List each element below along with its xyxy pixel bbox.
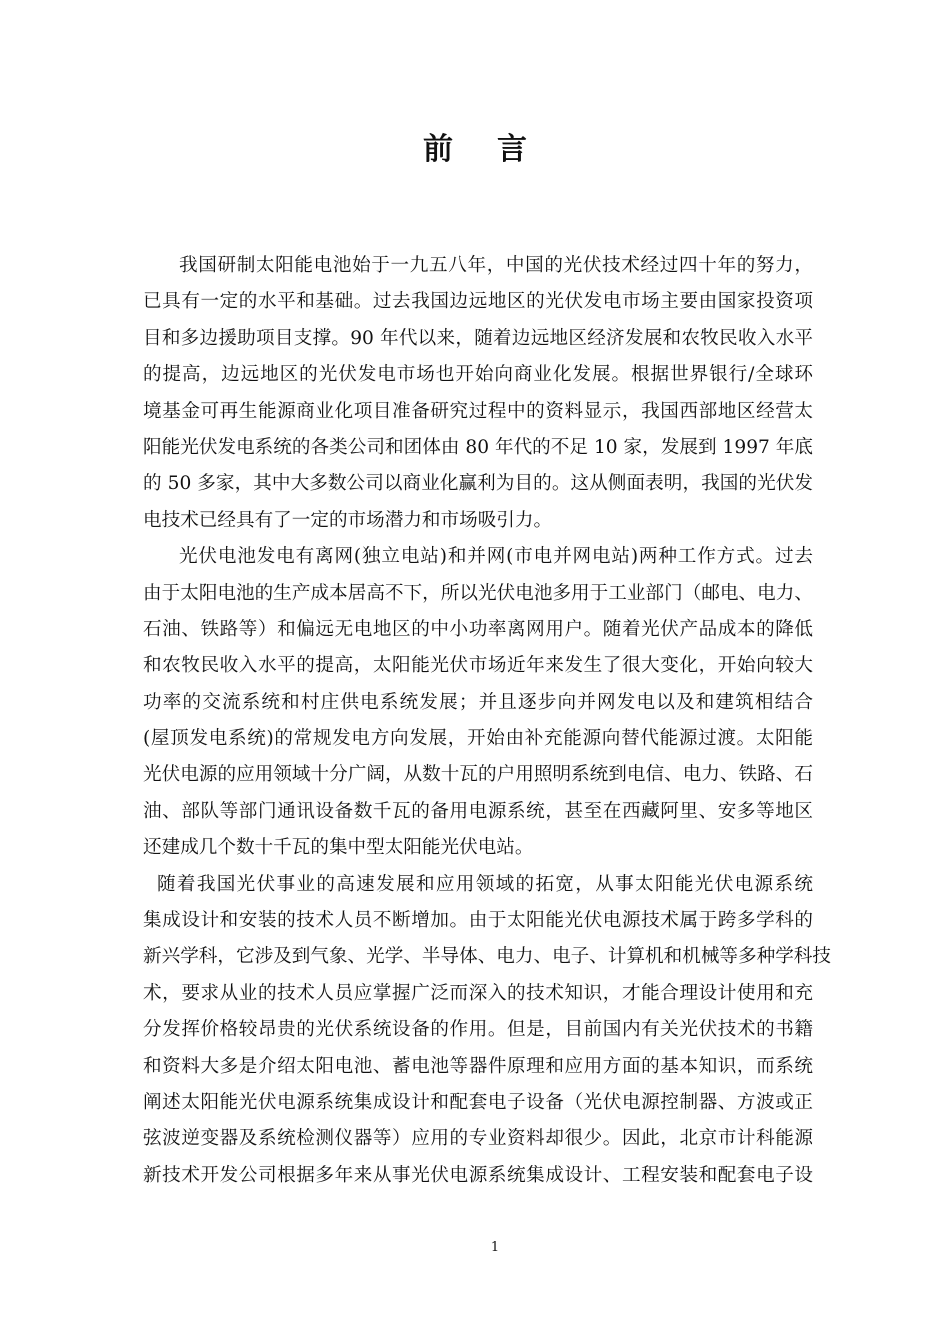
text-line: 还建成几个数十千瓦的集中型太阳能光伏电站。 [143, 837, 534, 859]
paragraph-1 [143, 248, 813, 539]
paragraph-3 [143, 867, 831, 1195]
text-line: 术，要求从业的技术人员应掌握广泛而深入的技术知识，才能合理设计使用和充 [143, 982, 813, 1004]
title-char-2: 言 [497, 132, 527, 167]
text-line: 新兴学科，它涉及到气象、光学、半导体、电力、电子、计算机和机械等多种学科技 [143, 946, 831, 968]
text-line: 集成设计和安装的技术人员不断增加。由于太阳能光伏电源技术属于跨多学科的 [143, 910, 813, 932]
text-line: 电技术已经具有了一定的市场潜力和市场吸引力。 [143, 509, 553, 531]
page-title [0, 128, 950, 172]
text-line: 随着我国光伏事业的高速发展和应用领域的拓宽，从事太阳能光伏电源系统 [157, 873, 813, 895]
text-line: 的提高，边远地区的光伏发电市场也开始向商业化发展。根据世界银行/全球环 [143, 364, 813, 386]
text-line: 由于太阳电池的生产成本居高不下，所以光伏电池多用于工业部门（邮电、电力、 [143, 582, 813, 604]
text-line: 的 50 多家，其中大多数公司以商业化赢利为目的。这从侧面表明，我国的光伏发 [143, 473, 813, 495]
text-line: 境基金可再生能源商业化项目准备研究过程中的资料显示，我国西部地区经营太 [143, 400, 813, 422]
text-line: 目和多边援助项目支撑。90 年代以来，随着边远地区经济发展和农牧民收入水平 [143, 327, 813, 349]
text-line: 油、部队等部门通讯设备数千瓦的备用电源系统，甚至在西藏阿里、安多等地区 [143, 800, 813, 822]
text-line: 光伏电池发电有离网(独立电站)和并网(市电并网电站)两种工作方式。过去 [179, 546, 813, 568]
text-line: 石油、铁路等）和偏远无电地区的中小功率离网用户。随着光伏产品成本的降低 [143, 618, 813, 640]
text-line: 和农牧民收入水平的提高，太阳能光伏市场近年来发生了很大变化，开始向较大 [143, 655, 813, 677]
text-line: 光伏电源的应用领域十分广阔，从数十瓦的户用照明系统到电信、电力、铁路、石 [143, 764, 813, 786]
text-line: (屋顶发电系统)的常规发电方向发展，开始由补充能源向替代能源过渡。太阳能 [143, 728, 813, 750]
text-line: 我国研制太阳能电池始于一九五八年，中国的光伏技术经过四十年的努力， [179, 255, 813, 276]
title-char-1: 前 [423, 132, 453, 167]
text-line: 阐述太阳能光伏电源系统集成设计和配套电子设备（光伏电源控制器、方波或正 [143, 1091, 813, 1113]
text-line: 分发挥价格较昂贵的光伏系统设备的作用。但是，目前国内有关光伏技术的书籍 [143, 1019, 813, 1041]
text-line: 弦波逆变器及系统检测仪器等）应用的专业资料却很少。因此，北京市计科能源 [143, 1128, 813, 1150]
paragraph-2 [143, 539, 813, 867]
page-number: 1 [490, 1240, 500, 1255]
preface-body [143, 248, 831, 1194]
text-line: 新技术开发公司根据多年来从事光伏电源系统集成设计、工程安装和配套电子设 [143, 1164, 813, 1186]
text-line: 和资料大多是介绍太阳电池、蓄电池等器件原理和应用方面的基本知识，而系统 [143, 1055, 813, 1077]
text-line: 已具有一定的水平和基础。过去我国边远地区的光伏发电市场主要由国家投资项 [143, 291, 813, 313]
text-line: 功率的交流系统和村庄供电系统发展；并且逐步向并网发电以及和建筑相结合 [143, 691, 813, 713]
text-line: 阳能光伏发电系统的各类公司和团体由 80 年代的不足 10 家，发展到 1997 年底 [143, 436, 813, 458]
